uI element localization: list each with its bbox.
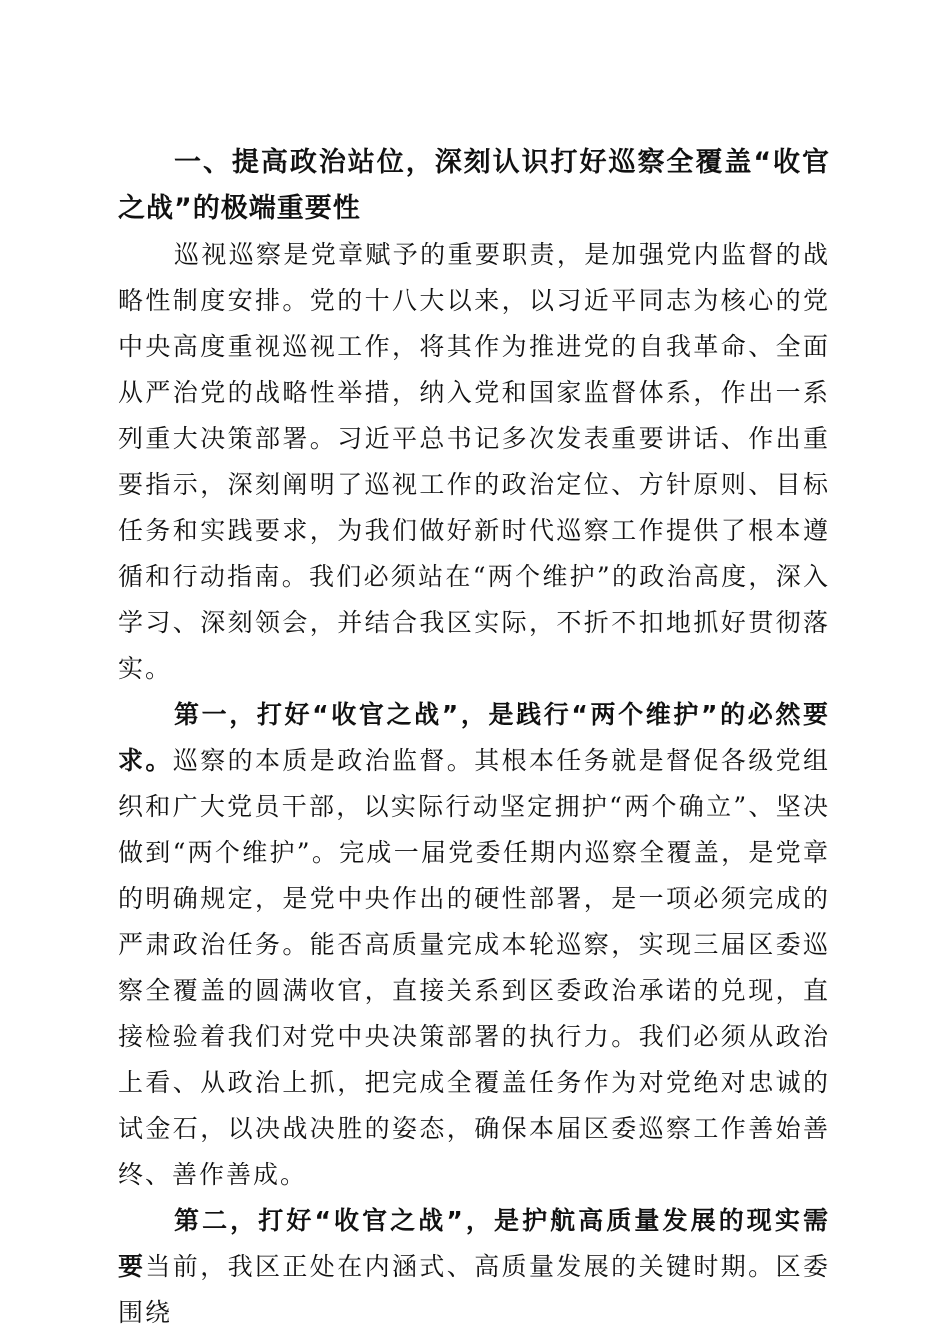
paragraph-2 <box>118 692 830 1198</box>
paragraph-3 <box>118 1198 830 1336</box>
section-heading: 一、提高政治站位，深刻认识打好巡察全覆盖“收官之战”的极端重要性 <box>118 147 830 224</box>
paragraph-3-lead: 第二，打好“收官之战”，是护航高质量发展的现实需要 <box>118 1206 830 1281</box>
paragraph-2-lead: 第一，打好“收官之战”，是践行“两个维护”的必然要求。 <box>118 700 830 775</box>
document-body <box>118 140 830 1336</box>
paragraph-1-text: 巡视巡察是党章赋予的重要职责，是加强党内监督的战略性制度安排。党的十八大以来，以习近平同志为核心的党中央高度重视巡视工作，将其作为推进党的自我革命、全面从严治党的战略性举措，纳入党和国家监督体系，作出一系列重大决策部署。习近平总书记多次发表重要讲话、作出重要指示，深刻阐明了巡视工作的政治定位、方针原则、目标任务和实践要求，为我们做好新时代巡察工作提供了根本遵循和行动指南。我们必须站在“两个维护”的政治高度，深入学习、深刻领会，并结合我区实际，不折不扣地抓好贯彻落实。 <box>118 240 830 683</box>
paragraph-2-text: 巡察的本质是政治监督。其根本任务就是督促各级党组织和广大党员干部，以实际行动坚定拥护“两个确立”、坚决做到“两个维护”。完成一届党委任期内巡察全覆盖，是党章的明确规定，是党中央作出的硬性部署，是一项必须完成的严肃政治任务。能否高质量完成本轮巡察，实现三届区委巡察全覆盖的圆满收官，直接关系到区委政治承诺的兑现，直接检验着我们对党中央决策部署的执行力。我们必须从政治上看、从政治上抓，把完成全覆盖任务作为对党绝对忠诚的试金石，以决战决胜的姿态，确保本届区委巡察工作善始善终、善作善成。 <box>118 746 830 1189</box>
paragraph-1 <box>118 232 830 692</box>
paragraph-3-text: 当前，我区正处在内涵式、高质量发展的关键时期。区委围绕 <box>118 1252 830 1327</box>
